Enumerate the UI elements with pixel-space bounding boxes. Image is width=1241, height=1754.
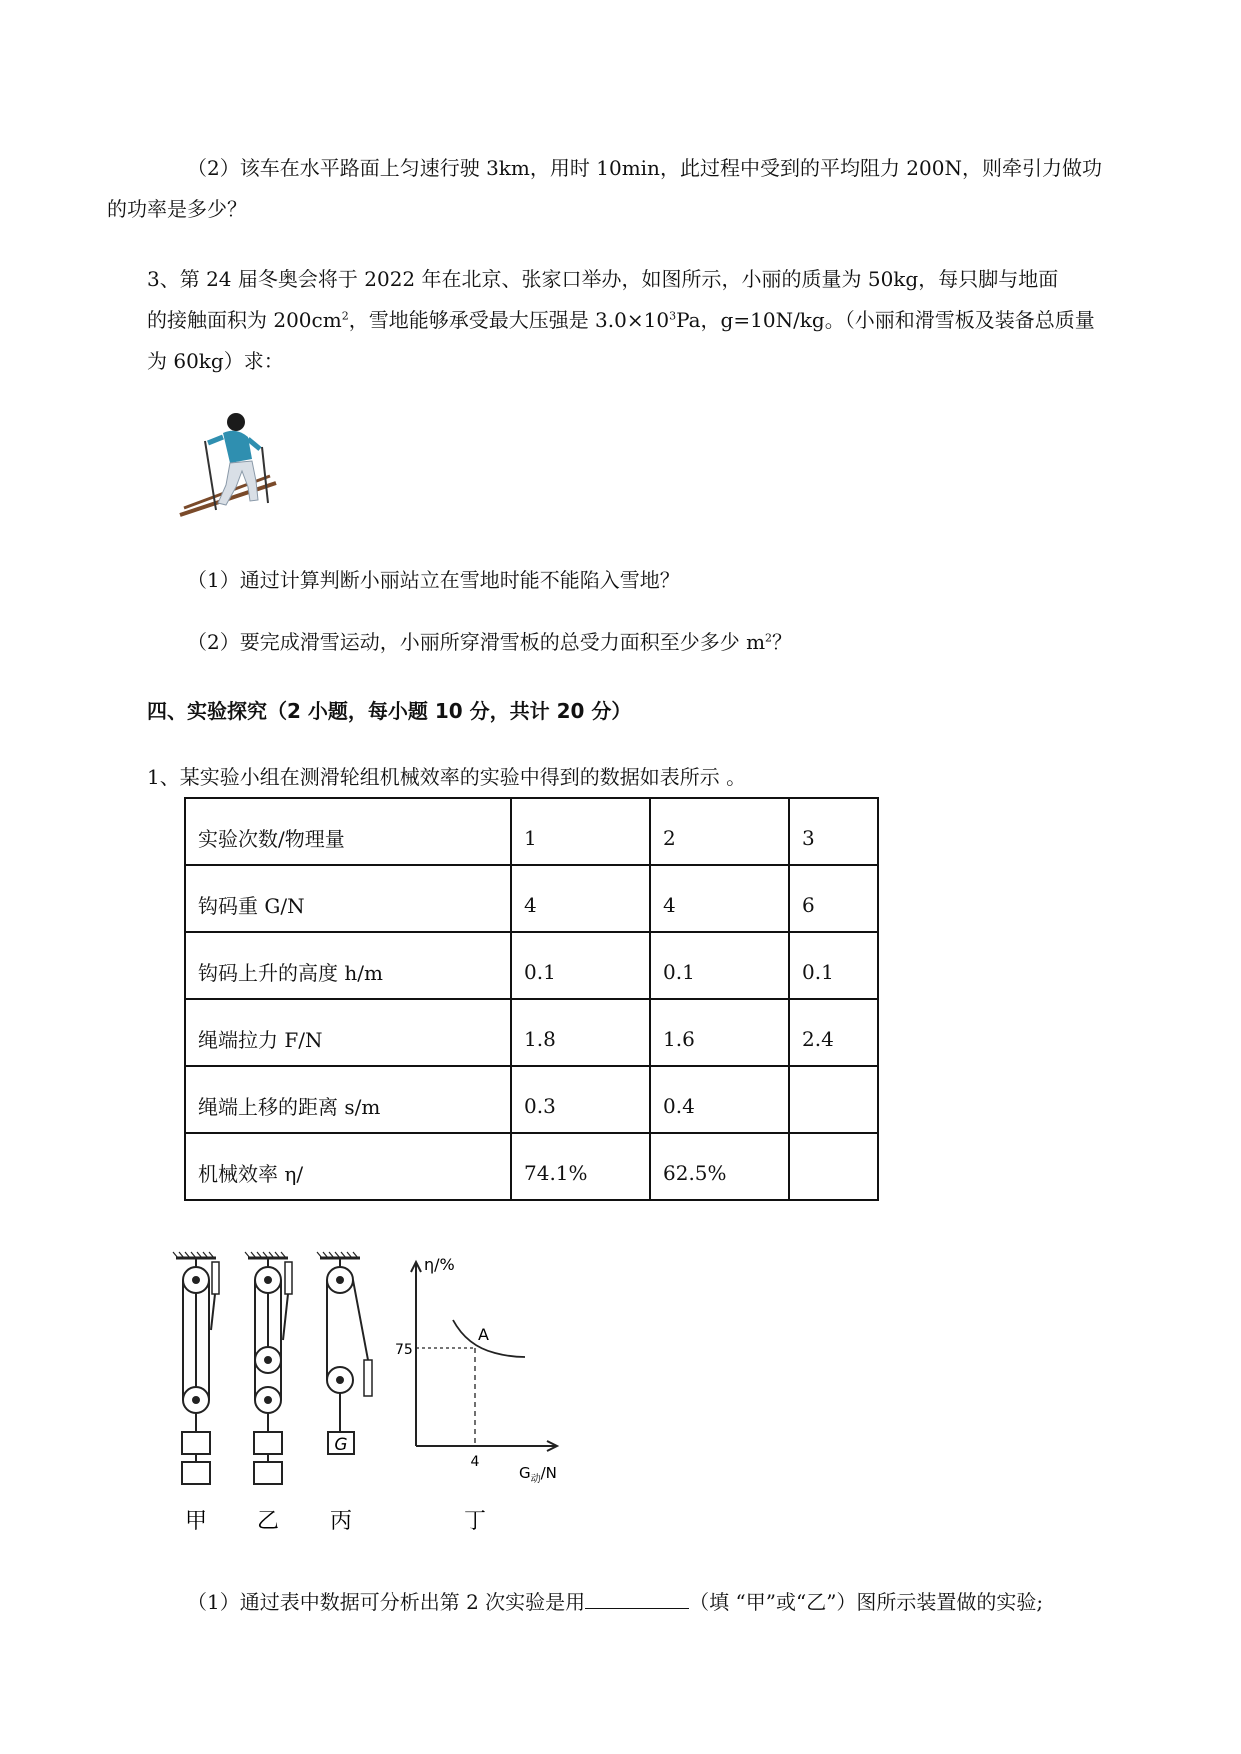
skier-illustration <box>178 405 283 520</box>
table-cell: 0.1 <box>789 932 878 999</box>
table-cell: 0.1 <box>650 932 789 999</box>
table-row <box>185 999 878 1066</box>
table-cell: 钩码重 G/N <box>185 865 511 932</box>
x-tick-4: 4 <box>470 1454 480 1470</box>
table-cell: 钩码上升的高度 h/m <box>185 932 511 999</box>
label-yi: 乙 <box>256 1509 280 1534</box>
x-axis-unit: /N <box>540 1464 557 1482</box>
table-cell: 0.3 <box>511 1066 650 1133</box>
table-cell: 2.4 <box>789 999 878 1066</box>
data-table <box>184 797 879 1201</box>
table-cell: 1.8 <box>511 999 650 1066</box>
label-jia: 甲 <box>184 1509 208 1534</box>
table-cell: 4 <box>650 865 789 932</box>
table-cell: 1 <box>511 798 650 865</box>
g-box-label: G <box>334 1435 348 1455</box>
table-row <box>185 1133 878 1200</box>
x-axis-sub: 动 <box>530 1474 541 1485</box>
table-cell: 2 <box>650 798 789 865</box>
table-cell: 62.5% <box>650 1133 789 1200</box>
exp1-sub1: （1）通过表中数据可分析出第 2 次实验是用 （填 “甲”或“乙”）图所示装置做的实验; <box>187 1590 1044 1614</box>
label-ding: 丁 <box>463 1509 487 1534</box>
y-axis-label: η/% <box>424 1255 455 1274</box>
table-cell: 绳端上移的距离 s/m <box>185 1066 511 1133</box>
table-cell: 机械效率 η/ <box>185 1133 511 1200</box>
efficiency-graph <box>395 1250 585 1540</box>
q3-text: 3、第 24 届冬奥会将于 2022 年在北京、张家口举办，如图所示，小丽的质量为 50kg，每只脚与地面 的接触面积为 $200cm^2$，雪地能够承受最大压强是 $3.0\times 10^3Pa$，g=10N/kg。（小丽和滑雪板及装备总质量 为 60kg）求： <box>147 267 1095 373</box>
table-row <box>185 865 878 932</box>
table-cell: 3 <box>789 798 878 865</box>
table-cell <box>789 1066 878 1133</box>
section4-title: 四、实验探究（2 小题，每小题 10 分，共计 20 分） <box>147 699 632 723</box>
table-cell: 实验次数/物理量 <box>185 798 511 865</box>
y-tick-75: 75 <box>395 1342 413 1358</box>
answer-blank[interactable] <box>585 1588 689 1609</box>
table-cell: 0.1 <box>511 932 650 999</box>
q3-sub2: （2）要完成滑雪运动，小丽所穿滑雪板的总受力面积至少多少 $m^2$？ <box>187 630 793 654</box>
table-row <box>185 798 878 865</box>
table-cell: 74.1% <box>511 1133 650 1200</box>
x-axis-label <box>519 1464 557 1485</box>
q3-sub1: （1）通过计算判断小丽站立在雪地时能不能陷入雪地？ <box>187 568 680 592</box>
label-bing: 丙 <box>329 1509 353 1534</box>
table-cell: 0.4 <box>650 1066 789 1133</box>
table-cell: 6 <box>789 865 878 932</box>
table-cell: 1.6 <box>650 999 789 1066</box>
x-axis-g: G <box>519 1464 531 1482</box>
table-cell: 绳端拉力 F/N <box>185 999 511 1066</box>
pulley-figures <box>168 1250 393 1540</box>
table-cell <box>789 1133 878 1200</box>
point-a-label: A <box>478 1325 489 1344</box>
table-row <box>185 1066 878 1133</box>
q2-part2-text: （2）该车在水平路面上匀速行驶 3km，用时 10min，此过程中受到的平均阻力 200N，则牵引力做功 的功率是多少？ <box>107 156 1102 221</box>
exp1-intro: 1、某实验小组在测滑轮组机械效率的实验中得到的数据如表所示 。 <box>147 765 747 789</box>
table-cell: 4 <box>511 865 650 932</box>
table-row <box>185 932 878 999</box>
